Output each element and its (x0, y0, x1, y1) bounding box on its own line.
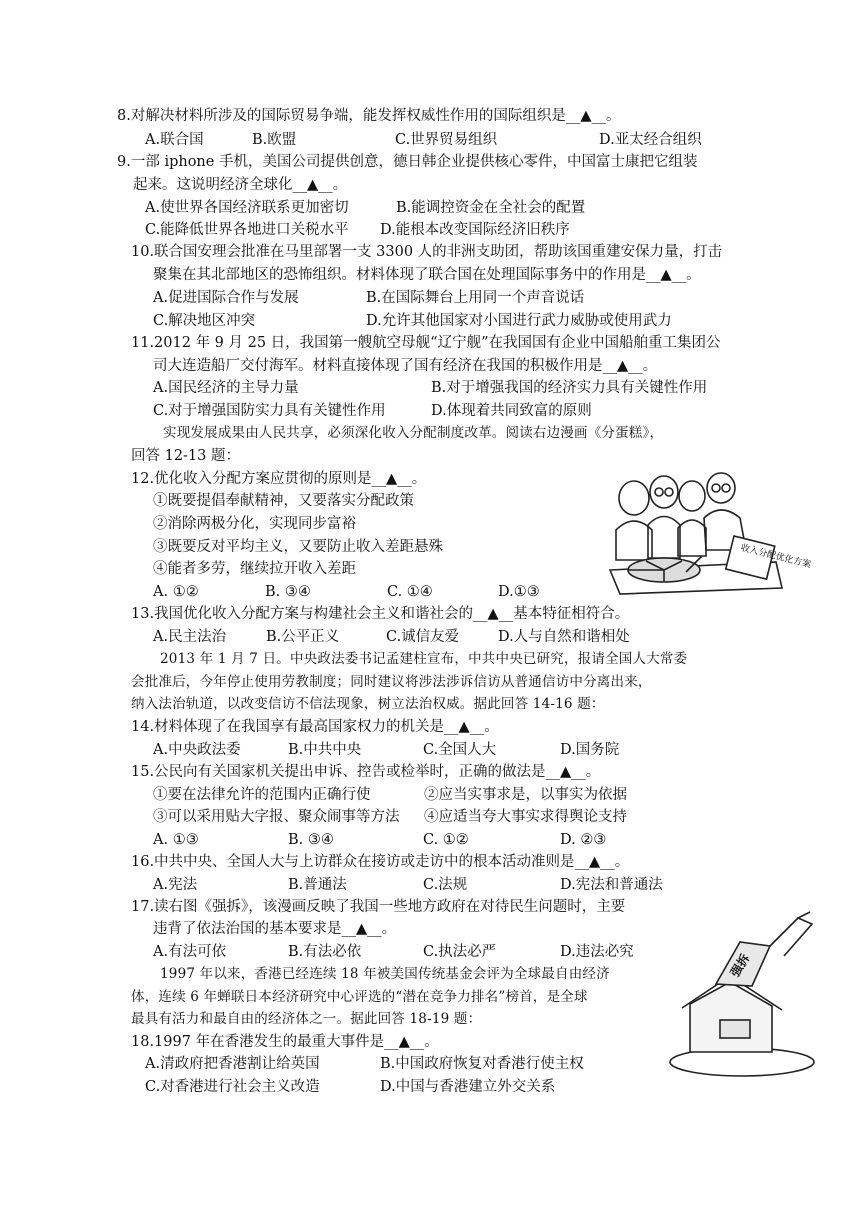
q13-option-b: B.公平正义 (266, 629, 340, 645)
material-14-16-cont2: 纳入法治轨道，以改变信访不信法现象，树立法治权威。据此回答 14-16 题： (131, 696, 605, 712)
q14-option-a: A.中央政法委 (153, 742, 241, 758)
q13-option-d: D.人与自然和谐相处 (498, 629, 630, 645)
q12-statement-2: ②消除两极分化，实现同步富裕 (153, 516, 356, 532)
q15-stem: 15.公民向有关国家机关提出申诉、控告或检举时，正确的做法是__▲__。 (131, 764, 601, 780)
q13-option-a: A.民主法治 (153, 629, 227, 645)
q12-stem: 12.优化收入分配方案应贯彻的原则是__▲__。 (131, 471, 427, 487)
q12-option-a: A. ①② (153, 584, 199, 600)
q17-stem-cont: 违背了依法治国的基本要求是__▲__。 (153, 921, 397, 937)
demolition-cartoon (660, 912, 820, 1082)
material-18-19: 1997 年以来，香港已经连续 18 年被美国传统基金会评为全球最自由经济 (160, 966, 610, 982)
material-14-16-cont1: 会批准后，今年停止使用劳教制度；同时建议将涉法涉诉信访从普通信访中分离出来， (131, 674, 652, 690)
q11-option-d: D.体现着共同致富的原则 (431, 403, 592, 419)
q17-stem: 17.读右图《强拆》，该漫画反映了我国一些地方政府在对待民生问题时，主要 (131, 899, 626, 915)
q12-statement-3: ③既要反对平均主义，又要防止收入差距悬殊 (153, 539, 443, 555)
q11-stem: 11.2012 年 9 月 25 日，我国第一艘航空母舰“辽宁舰”在我国国有企业中国船舶重工集团公 (131, 335, 721, 351)
q15-option-d: D. ②③ (560, 832, 607, 848)
q18-option-c: C.对香港进行社会主义改造 (145, 1079, 320, 1095)
q11-stem-cont: 司大连造船厂交付海军。材料直接体现了国有经济在我国的积极作用是__▲__。 (153, 358, 658, 374)
q15-statement-4: ④应适当夸大事实求得舆论支持 (424, 809, 627, 825)
q11-option-b: B.对于增强我国的经济实力具有关键性作用 (431, 380, 708, 396)
q16-option-c: C.法规 (423, 877, 468, 893)
q16-option-d: D.宪法和普通法 (560, 877, 663, 893)
q11-option-c: C.对于增强国防实力具有关键性作用 (153, 403, 386, 419)
q14-option-c: C.全国人大 (423, 742, 497, 758)
q8-option-c: C.世界贸易组织 (395, 132, 498, 148)
q10-stem: 10.联合国安理会批准在马里部署一支 3300 人的非洲支助团，帮助该国重建安保力量，打击 (131, 244, 723, 260)
q10-option-c: C.解决地区冲突 (153, 313, 256, 329)
q16-option-a: A.宪法 (153, 877, 198, 893)
q15-statement-2: ②应当实事求是，以事实为依据 (424, 787, 627, 803)
q9-option-d: D.能根本改变国际经济旧秩序 (380, 222, 570, 238)
q8-option-d: D.亚太经合组织 (599, 132, 702, 148)
material-12-13-cont: 回答 12-13 题： (131, 448, 241, 464)
q11-option-a: A.国民经济的主导力量 (153, 380, 299, 396)
q18-stem: 18.1997 年在香港发生的最重大事件是__▲__。 (131, 1034, 439, 1050)
q12-option-c: C. ①④ (387, 584, 433, 600)
q10-stem-cont: 聚集在其北部地区的恐怖组织。材料体现了联合国在处理国际事务中的作用是__▲__。 (153, 267, 701, 283)
q18-option-b: B.中国政府恢复对香港行使主权 (380, 1056, 584, 1072)
q8-option-b: B.欧盟 (252, 132, 297, 148)
q18-option-a: A.清政府把香港割让给英国 (145, 1056, 320, 1072)
q9-option-c: C.能降低世界各地进口关税水平 (145, 222, 349, 238)
q12-option-b: B. ③④ (265, 584, 311, 600)
q9-option-b: B.能调控资金在全社会的配置 (396, 200, 586, 216)
q9-stem: 9.一部 iphone 手机，美国公司提供创意，德日韩企业提供核心零件，中国富士康把它组装 (117, 154, 698, 170)
q14-option-b: B.中共中央 (288, 742, 362, 758)
cake-sharing-cartoon (606, 470, 812, 598)
q17-option-b: B.有法必依 (288, 944, 362, 960)
q13-option-c: C.诚信友爱 (386, 629, 460, 645)
q18-option-d: D.中国与香港建立外交关系 (380, 1079, 556, 1095)
q8-option-a: A.联合国 (145, 132, 204, 148)
q10-option-a: A.促进国际合作与发展 (153, 290, 299, 306)
q15-option-b: B. ③④ (288, 832, 334, 848)
q9-option-a: A.使世界各国经济联系更加密切 (145, 200, 349, 216)
material-18-19-cont2: 最具有活力和最自由的经济体之一。据此回答 18-19 题： (131, 1011, 482, 1027)
q9-stem-cont: 起来。这说明经济全球化__▲__。 (133, 177, 348, 193)
cartoon-sign-text: 强拆 (727, 951, 753, 980)
q10-option-d: D.允许其他国家对小国进行武力威胁或使用武力 (366, 313, 672, 329)
q12-statement-4: ④能者多劳，继续拉开收入差距 (153, 561, 356, 577)
q12-option-d: D.①③ (498, 584, 540, 600)
q17-option-a: A.有法可依 (153, 944, 227, 960)
q12-statement-1: ①既要提倡奉献精神，又要落实分配政策 (153, 493, 414, 509)
q15-statement-3: ③可以采用贴大字报、聚众闹事等方法 (153, 809, 400, 825)
q10-option-b: B.在国际舞台上用同一个声音说话 (366, 290, 585, 306)
q17-option-c: C.执法必严 (423, 944, 497, 960)
q15-option-a: A. ①③ (153, 832, 199, 848)
material-14-16: 2013 年 1 月 7 日。中央政法委书记孟建柱宣布，中共中央已研究，报请全国人大常委 (160, 651, 688, 667)
q16-option-b: B.普通法 (288, 877, 347, 893)
q14-option-d: D.国务院 (560, 742, 620, 758)
q14-stem: 14.材料体现了在我国享有最高国家权力的机关是__▲__。 (131, 719, 499, 735)
q13-stem: 13.我国优化收入分配方案与构建社会主义和谐社会的__▲__基本特征相符合。 (131, 606, 630, 622)
cartoon-sign-text: 收入分配优化方案 (739, 543, 812, 571)
q15-option-c: C. ①② (423, 832, 469, 848)
q8-stem: 8.对解决材料所涉及的国际贸易争端，能发挥权威性作用的国际组织是__▲__。 (117, 108, 621, 124)
q15-statement-1: ①要在法律允许的范围内正确行使 (153, 787, 371, 803)
q16-stem: 16.中共中央、全国人大与上访群众在接访或走访中的根本活动准则是__▲__。 (131, 854, 630, 870)
material-18-19-cont1: 体，连续 6 年蝉联日本经济研究中心评选的“潜在竞争力排名”榜首，是全球 (131, 989, 588, 1005)
material-12-13: 实现发展成果由人民共享，必须深化收入分配制度改革。阅读右边漫画《分蛋糕》， (163, 425, 664, 441)
q17-option-d: D.违法必究 (560, 944, 634, 960)
